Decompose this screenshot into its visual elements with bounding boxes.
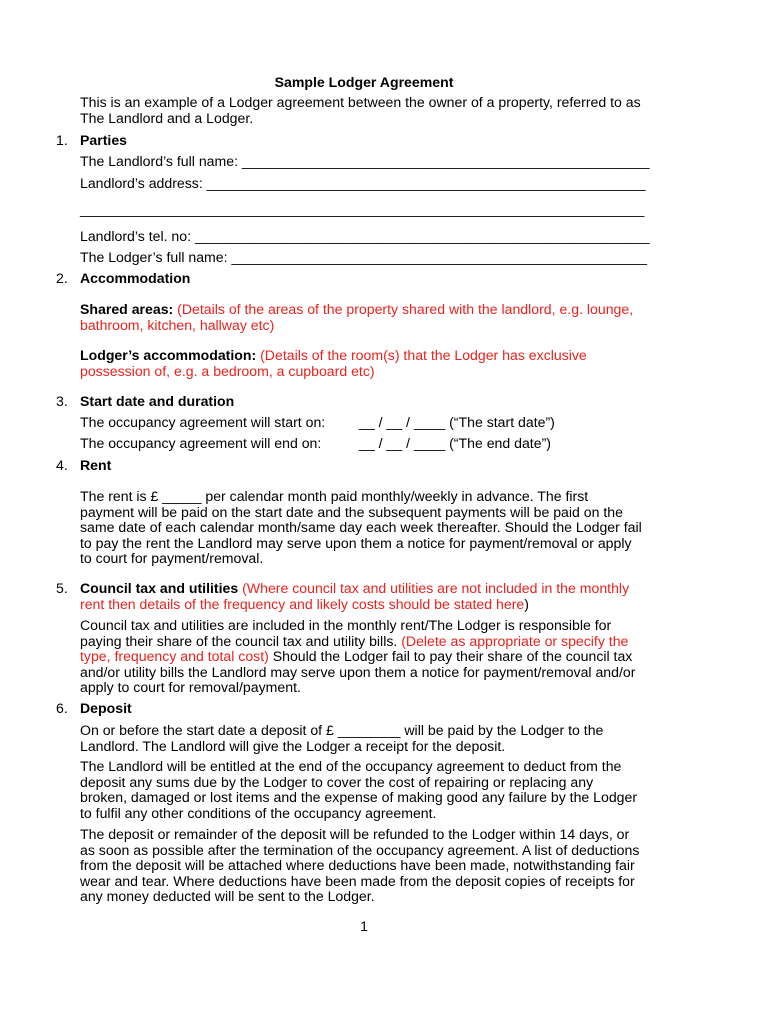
field-label: Landlord’s tel. no: (80, 228, 192, 244)
text-segment: Should the Lodger fail to pay their share of the council tax (268, 648, 633, 665)
text-line: Landlord. The Landlord will give the Lodger a receipt for the deposit. (80, 737, 506, 754)
bold-label: Council tax and utilities (80, 580, 243, 596)
lodger-accommodation-paragraph (80, 348, 587, 379)
instruction-note: type, frequency and total cost) (80, 648, 269, 665)
instruction-note: (Delete as appropriate or specify the (401, 632, 629, 649)
text-line: to court for payment/removal. (80, 550, 264, 567)
section-number-2: 2. (56, 270, 68, 286)
text-line: The deposit or remainder of the deposit will be refunded to the Lodger within 14 days, or (80, 826, 630, 842)
field-label: The occupancy agreement will end on: (80, 435, 322, 451)
section-heading-council-tax (80, 581, 629, 612)
landlord-name-field (80, 154, 650, 170)
field-label: The occupancy agreement will start on: (80, 414, 326, 430)
fill-in-blank: ____________________________________________________ (241, 153, 650, 169)
text-line (80, 649, 635, 665)
text-line: and/or utility bills the Landlord may serve upon them a notice for payment/removal and/or (80, 663, 636, 680)
council-tax-paragraph (80, 618, 635, 696)
text-line: The rent is £ _____ per calendar month paid monthly/weekly in advance. The first (80, 488, 589, 504)
instruction-note: (Where council tax and utilities are not included in the monthly (242, 580, 630, 596)
instruction-note: (Details of the room(s) that the Lodger has exclusive (260, 347, 587, 363)
start-date-row (80, 415, 555, 431)
field-label: Landlord’s address: (80, 175, 203, 191)
text-line: same date of each calendar month/same day each week thereafter. Should the Lodger fail (80, 519, 642, 536)
document-title: Sample Lodger Agreement (274, 74, 454, 90)
instruction-note: (Details of the areas of the property shared with the landlord, e.g. lounge, (177, 301, 634, 317)
text-line: On or before the start date a deposit of £ ________ will be paid by the Lodger to the (80, 722, 604, 738)
deposit-paragraph-1 (80, 723, 603, 754)
end-date-row (80, 436, 551, 452)
landlord-address-continued-blank: ________________________________________________________________________ (80, 201, 645, 217)
text-line (80, 364, 587, 380)
deposit-paragraph-2 (80, 759, 637, 821)
field-label: The Lodger’s full name: (80, 249, 228, 265)
text-line (80, 634, 635, 650)
fill-in-blank: ________________________________________________________ (206, 175, 646, 191)
section-heading-rent: Rent (80, 457, 112, 473)
text-line: The Landlord and a Lodger. (80, 109, 254, 126)
text-line: any money deducted will be sent to the Lodger. (80, 888, 375, 905)
text-line (80, 318, 633, 334)
text-line: Council tax and utilities are included in the monthly rent/The Lodger is responsible for (80, 617, 612, 633)
fill-in-blank: __________________________________________________________ (194, 228, 650, 244)
section-heading-accommodation: Accommodation (80, 270, 191, 286)
text-line: This is an example of a Lodger agreement between the owner of a property, referred to as (80, 94, 641, 110)
text-line (80, 348, 587, 364)
bold-label: Lodger’s accommodation: (80, 347, 261, 363)
text-line: deposit any sums due by the Lodger to cover the cost of repairing or replacing any (80, 773, 594, 790)
text-line: payment will be paid on the start date and the subsequent payments will be paid on the (80, 503, 623, 520)
section-number-5: 5. (56, 580, 68, 596)
text-line: The Landlord will be entitled at the end of the occupancy agreement to deduct from the (80, 758, 622, 774)
landlord-address-field (80, 176, 646, 192)
instruction-note: possession of, e.g. a bedroom, a cupboard etc) (80, 362, 375, 379)
section-number-3: 3. (56, 393, 68, 409)
text-line (80, 581, 629, 597)
shared-areas-paragraph (80, 302, 633, 333)
section-number-1: 1. (56, 132, 68, 148)
instruction-note: rent then details of the frequency and likely costs should be stated here (80, 595, 525, 612)
text-segment: paying their share of the council tax and utility bills. (80, 632, 402, 649)
fill-in-blank: _____________________________________________________ (231, 249, 647, 265)
page-number: 1 (360, 918, 368, 934)
landlord-tel-field (80, 229, 650, 245)
text-line (80, 302, 633, 318)
section-number-6: 6. (56, 700, 68, 716)
text-line: apply to court for removal/payment. (80, 679, 301, 696)
text-line: to pay the rent the Landlord may serve upon them a notice for payment/removal or apply (80, 534, 632, 551)
field-label: The Landlord’s full name: (80, 153, 238, 169)
deposit-paragraph-3 (80, 827, 639, 905)
instruction-note: bathroom, kitchen, hallway etc) (80, 316, 275, 333)
text-line: from the deposit will be attached where deductions have been made, notwithstanding fair (80, 857, 635, 874)
date-blank: __ / __ / ____ (“The end date”) (359, 435, 551, 451)
text-line: wear and tear. Where deductions have been made from the deposit copies of receipts for (80, 872, 635, 889)
lodger-name-field (80, 250, 647, 266)
intro-paragraph (80, 95, 641, 126)
text-segment: ) (524, 595, 529, 612)
section-number-4: 4. (56, 457, 68, 473)
bold-label: Shared areas: (80, 301, 178, 317)
date-blank: __ / __ / ____ (“The start date”) (359, 414, 555, 430)
text-line: broken, damaged or lost items and the expense of making good any failure by the Lodger (80, 789, 638, 806)
section-heading-parties: Parties (80, 132, 128, 148)
section-heading-deposit: Deposit (80, 700, 132, 716)
section-heading-start-date: Start date and duration (80, 393, 235, 409)
text-line: as soon as possible after the termination of the occupancy agreement. A list of deductions (80, 841, 640, 858)
text-line (80, 597, 629, 613)
text-line: to fulfil any other conditions of the occupancy agreement. (80, 804, 437, 821)
rent-paragraph (80, 489, 642, 567)
